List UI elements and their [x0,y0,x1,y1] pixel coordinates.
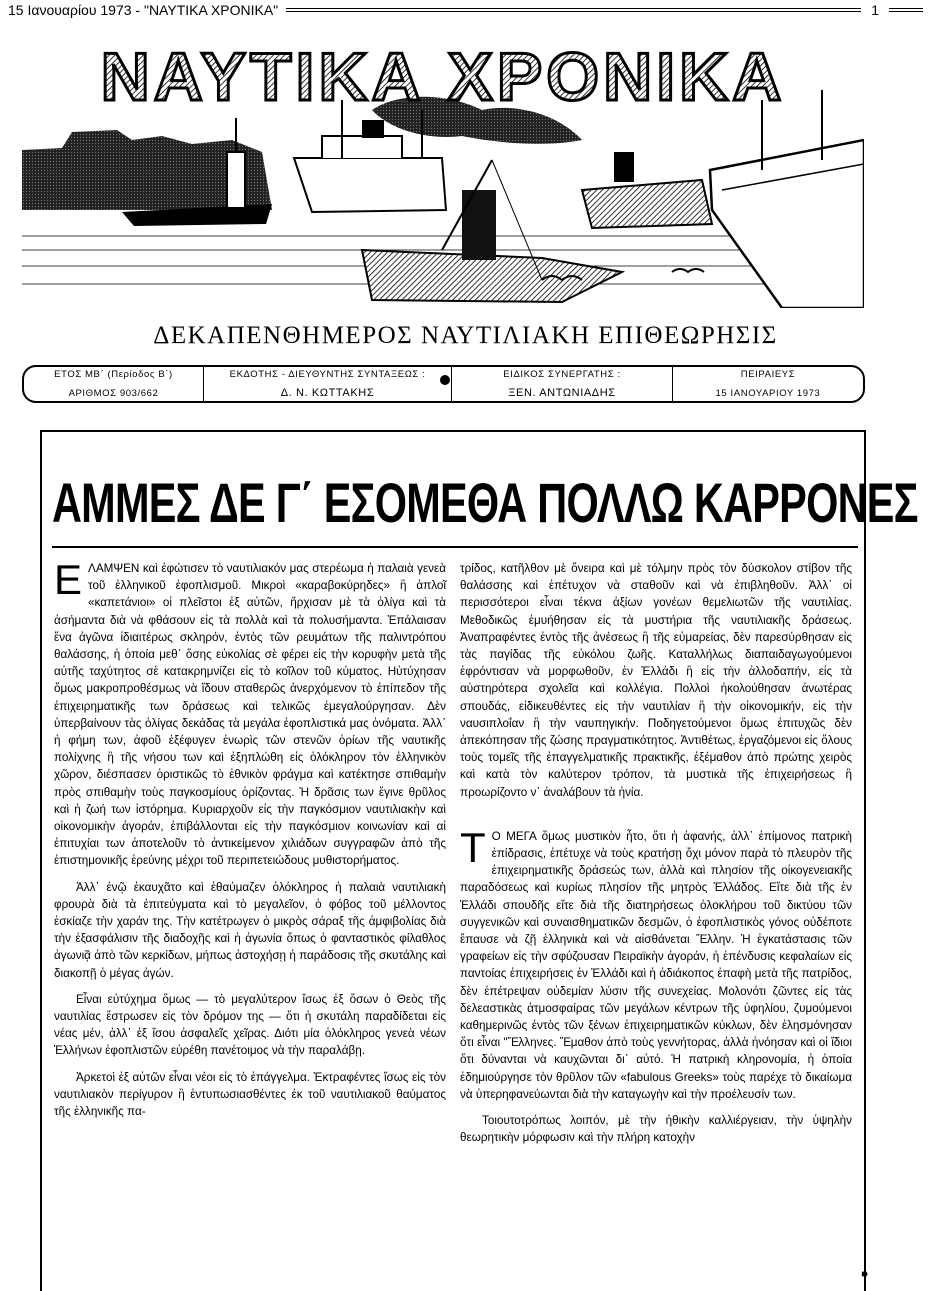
running-head-rule-end [889,8,923,12]
article-paragraph: Τ Ο ΜΕΓΑ ὅμως μυστικὸν ἦτο, ὅτι ἡ ἀφανής, ἀλλ᾽ ἐπίμονος πατρικὴ ἐπίδρασις, ἐπέτυχε νὰ τοὺς κρατήσῃ ὄχι μόνον παρὰ τὸ πλευρὸν τῆς ἐπιχειρηματικῆς δράσεώς των, ἀλλὰ καὶ πλησίον τῆς οἰκογενειακῆς παραδόσεως καὶ κυρίως πλησίον τῆς μητρὸς Ἑλλάδος. Εἴτε διὰ τῆς ἐν Ἑλλάδι σπουδῆς εἴτε διὰ τῆς διατηρήσεως ὁλοκλήρου τοῦ δικτύου τῶν συγγενικῶν καὶ συναισθηματικῶν δεσμῶν, ὁ ἐφοπλιστικὸς γόνος οὐδέποτε ἔπαυσε νὰ ζῇ ἑλληνικὰ καὶ νὰ αἰσθάνεται Ἕλλην. Ἡ ἐγκατάστασις τῶν γραφείων εἰς τὴν σφύζουσαν Πειραϊκὴν ἀγοράν, ἡ ἐπένδυσις κεφαλαίων εἰς παντοίας ἐπιχειρήσεις ἐν Ἑλλάδι καὶ ἡ ἀδιάκοπος ἐπαφὴ μετὰ τῆς πατρίδος, δὲν ἐπέτρεψαν οὐδεμίαν λύσιν τῆς συνεχείας. Μολονότι ζῶντες εἰς τὰς δελεαστικὰς ἀτμοσφαίρας τῶν μεγάλων κέντρων τῆς ὑφηλίου, ζυμούμενοι καθημερινῶς ἐντὸς τῶν ξένων ἐπιχειρηματικῶν κύκλων, δὲν ἐλησμόνησαν ὅτι εἶναι "Ἕλληνες. Ἔμαθον ἀπὸ τοὺς γεννήτορας, ἀλλὰ ἠνόησαν καὶ οἱ ἴδιοι ὅτι δύνανται νὰ καυχῶνται δι᾽ αὐτό. Ἡ πατρικὴ κληρονομία, ἡ ὁποία ἐδημιούργησε τὸν θρῦλον τῶν «fabulous Greeks» τοὺς παρέχε τὸ δικαίωμα νὰ ὑπερηφανεύωνται διὰ τὴν καταγωγὴν καὶ τὴν προέλευσίν των. [460,823,852,1101]
article-paragraph: Ἀρκετοὶ ἐξ αὐτῶν εἶναι νέοι εἰς τὸ ἐπάγγελμα. Ἐκτραφέντες ἴσως εἰς τὸν ναυτιλιακὸν περίγυρον ἢ ἐντυπωσιασθέντες ἐκ τοῦ ναυτιλιακοῦ θαύματος τῆς ἑλληνικῆς πα- [54,1070,446,1119]
info-publisher-name: Δ. Ν. ΚΩΤΤΑΚΗΣ [280,387,375,399]
info-associate-name: ΞΕΝ. ΑΝΤΩΝΙΑΔΗΣ [508,387,616,399]
running-head [8,0,923,20]
page-number: 1 [871,2,879,18]
harbor-illustration [22,40,864,308]
info-city: ΠΕΙΡΑΙΕΥΣ [740,369,796,380]
article-column-left [54,556,446,1129]
article-headline: ΑΜΜΕΣ ΔΕ Γ΄ ΕΣΟΜΕΘΑ ΠΟΛΛΩ ΚΑΡΡΟΝΕΣ [52,471,918,534]
article-paragraph: ΕΛΑΜΨΕΝ καὶ ἐφώτισεν τὸ ναυτιλιακόν μας στερέωμα ἡ παλαιὰ γενεὰ τοῦ ἑλληνικοῦ ἐφοπλισμοῦ. Μικροὶ «καραβοκύρηδες» ἢ ἁπλοῖ «καπετάνιοι» οἱ πλεῖστοι ἐξ αὐτῶν, ἤρχισαν μὲ τὰ ὀλίγα καὶ τὰ ἀσήμαντα διὰ νὰ φθάσουν εἰς τὰ πολλὰ καὶ τὰ πολυσήμαντα. Ἐπάλαισαν ἕνα ἀγῶνα ἰδιαιτέρως σκληρόν, ἐντὸς τῶν ρευμάτων τῆς παλιντρόπου θαλάσσης, ἡ ὁποία μεθ᾽ ὅσης εὐκολίας σὲ φέρει εἰς τὴν κορυφὴν μετὰ τῆς αὐτῆς ταχύτητος σὲ κατακρημνίζει εἰς τὸ κοῖλον τοῦ κύματος. Ηὐτύχησαν ὅμως μακροπροθέσμως νὰ ἴδουν σταθερῶς ἀνερχόμενον τὸ ἐπίπεδον τῆς ἐπιχειρηματικῆς των δράσεως καὶ τελικῶς ἐμεγαλούργησαν. Δὲν ὑπερβαίνουν τὰς ὀλίγας δεκάδας τὰ μεγάλα ἐφοπλιστικά μας ὀνόματα. Ἀλλ᾽ ἡ φήμη των, ἀφοῦ ἐξέφυγεν ἐνωρὶς τῶν στενῶν ὁρίων τῆς ναυτικῆς πολίχνης ἢ τῆς νήσου των καὶ ἐξηπλώθη εἰς ὁλόκληρον τὸν ἑλληνικὸν χῶρον, διέσπασεν ὁριστικῶς τὸ ἐθνικὸν φράγμα καὶ κατέκτησε σπιθαμὴν πρὸς σπιθαμὴν τοὺς παγκοσμίους ὁρίζοντας. Ἡ δρᾶσις των ἔγινε θρῦλος καὶ ἡ ζωή των ἱστόρημα. Κυριαρχοῦν εἰς τὴν παγκόσμιον ναυτιλιακὴν καὶ οἰκονομικὴν ἀγοράν, ἐπιβάλλονται εἰς τὴν παγκόσμιον κοινωνίαν καὶ αἱ ἐπιτυχίαι των ἀποτελοῦν τὸ ἀντικείμενον χιλιάδων συγγραφῶν ἀπὸ τῆς ἐπιστημονικῆς ἐρεύνης μέχρι τοῦ περιπετειώδους μυθιστορήματος. [54,556,446,868]
info-year: ΕΤΟΣ ΜΒ΄ (Περίοδος Β΄) [54,369,173,380]
info-issue-date: 15 ΙΑΝΟΥΑΡΙΟΥ 1973 [715,388,821,399]
masthead-subtitle: ΔΕΚΑΠΕΝΘΗΜΕΡΟΣ ΝΑΥΤΙΛΙΑΚΗ ΕΠΙΘΕΩΡΗΣΙΣ [153,322,778,349]
running-head-rule [286,8,861,12]
publication-info-bar [22,365,865,403]
running-head-title: 15 Ιανουαρίου 1973 - "ΝΑΥΤΙΚΑ ΧΡΟΝΙΚΑ" [8,2,279,18]
paragraph-gap [460,810,852,828]
info-associate [452,367,672,401]
article-paragraph: τρίδος, κατῆλθον μὲ ὄνειρα καὶ μὲ τόλμην πρὸς τὸν δύσκολον στίβον τῆς θαλάσσης καὶ ἐπέτυχον νὰ σταθοῦν καὶ νὰ ἐπιβληθοῦν. Ἀλλ᾽ οἱ περισσότεροι εἶναι τέκνα ἀξίων γονέων θεμελιωτῶν τῆς ναυτιλίας. Μεθοδικῶς ἐμυήθησαν εἰς τὰ μυστήρια τῆς ναυτιλιακῆς δράσεως. Ἀναπραφέντες ἐντὸς τῆς ἀνέσεως ἢ τῆς εὐμαρείας, δὲν παρεσύρθησαν εἰς τὰς παγίδας τῆς εὐκόλου ζωῆς. Καταλλήλως διαπαιδαγωγούμενοι ἐφρόντισαν νὰ μορφωθοῦν, ἐν Ἑλλάδι ἢ εἰς τὴν ἀλλοδαπήν, εἰς τὰ αὐστηρότερα σχολεῖα καὶ κολλέγια. Πολλοὶ ἠκολούθησαν ἀνωτέρας σπουδάς, εἰδικευθέντες εἰς τὴν ναυτιλίαν ἢ τὴν οἰκονομικήν, εἰς τὴν ναυσιπλοΐαν ἢ τὴν ναυπηγικήν. Ποδηγετούμενοι ὅμως ἐπιτυχῶς δὲν ἀπεκόπησαν τῆς ζώσης πραγματικότητος. Ἀντιθέτως, ἐργαζόμενοι εἰς ὅλους τοὺς τομεῖς τῆς ἐπαγγελματικῆς πρακτικῆς, ἐξέμαθον ἀπὸ πρώτης χειρὸς καὶ κατὰ τὸν καλύτερον τρόπον, τὰ μυστικὰ τῆς ἐπιχειρήσεως ἢ προωρίζοντο ν᾽ ἀναλάβουν τὰ ἡνία. [460,562,852,799]
info-year-number [24,367,204,401]
headline-rule [52,546,858,548]
masthead-title: ΝΑΥΤΙΚΑ ΧΡΟΝΙΚΑ [100,40,786,115]
article-paragraph: Ἀλλ᾽ ἐνῷ ἐκαυχᾶτο καὶ ἐθαύμαζεν ὁλόκληρος ἡ παλαιὰ ναυτιλιακὴ φρουρὰ διὰ τὰ ἐπιτεύγματα καὶ τὸ μεγαλεῖον, ὁ φόβος τοῦ μέλλοντος ἐσκίαζε τὴν χαράν της. Τὴν κατέτρωγεν ὁ μικρὸς σάραξ τῆς ἀμφιβολίας διὰ τὴν ἐξασφάλισιν τῆς διαδοχῆς καὶ ἡ ἀγωνία ὅπως ὁ φανταστικὸς φίλαθλος ἀγωνιᾷ ἀπὸ τῶν κερκίδων, μήπως ἀστοχήσῃ ἡ παράδοσις τῆς σκυτάλης καὶ διακοπῇ ὁ μέγας ἀγών. [54,880,446,980]
info-publisher-label: ΕΚΔΟΤΗΣ - ΔΙΕΥΘΥΝΤΗΣ ΣΥΝΤΑΞΕΩΣ : [229,369,426,380]
info-publisher [204,367,452,401]
lead-article [40,430,918,1291]
info-issue-number: ΑΡΙΘΜΟΣ 903/662 [68,388,159,399]
drop-cap: Ε [54,556,83,603]
info-place-date [672,367,863,401]
masthead-illustration [22,40,864,308]
article-paragraph: Εἶναι εὐτύχημα ὅμως — τὸ μεγαλύτερον ἴσως ἐξ ὅσων ὁ Θεὸς τῆς ναυτιλίας ἔστρωσεν εἰς τὸν δρόμον της — ὅτι ἡ σκυτάλη παραδίδεται εἰς νέας μέν, ἀλλ᾽ ἐξ ἴσου ἀσφαλεῖς χεῖρας. Διότι μία ὁλόκληρος γενεὰ νέων Ἑλλήνων ἐφοπλιστῶν εὑρέθη πανέτοιμος νὰ τὴν παραλάβῃ. [54,992,446,1058]
drop-cap: Τ [460,823,486,871]
arrow-down-icon: ➧ [858,1266,872,1283]
separator-dot [440,375,450,385]
info-associate-label: ΕΙΔΙΚΟΣ ΣΥΝΕΡΓΑΤΗΣ : [503,369,621,380]
article-column-right [460,560,852,1156]
article-paragraph: Τοιουτοτρόπως λοιπόν, μὲ τὴν ἠθικὴν καλλιέργειαν, τὴν ὑψηλὴν θεωρητικὴν μόρφωσιν καὶ τὴν πλήρη κατοχὴν [460,1114,852,1145]
